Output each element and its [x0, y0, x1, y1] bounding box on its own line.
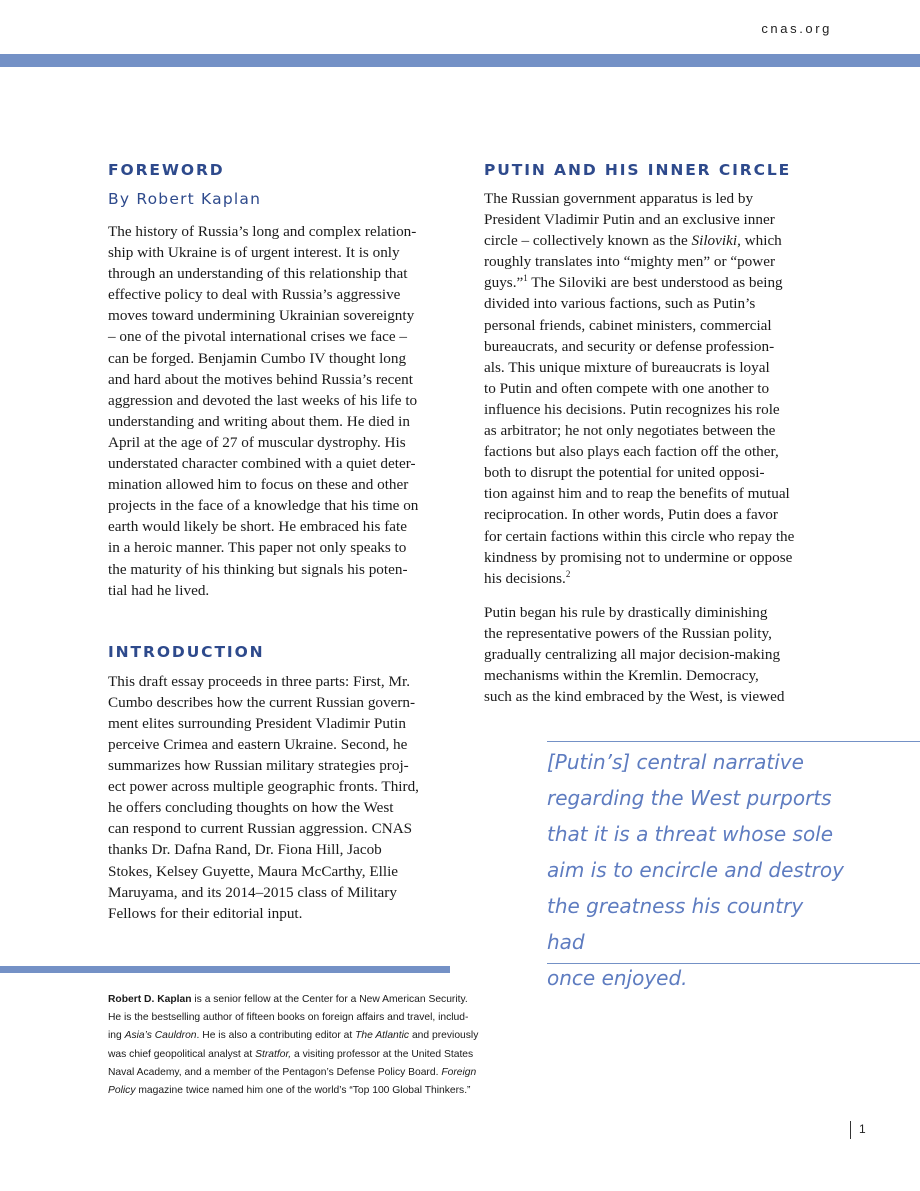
foreword-byline: By Robert Kaplan [108, 190, 262, 208]
text-line: and hard about the motives behind Russia’s recent [108, 370, 413, 388]
text-line: circle – collectively known as the Siloviki, which [484, 232, 782, 250]
text-line: Maruyama, and its 2014–2015 class of Military [108, 883, 397, 901]
bio-line: Naval Academy, and a member of the Pentagon’s Defense Policy Board. Foreign [108, 1066, 477, 1078]
text-line: Fellows for their editorial input. [108, 904, 303, 922]
text-line: bureaucrats, and security or defense profession- [484, 337, 775, 355]
text-line: he offers concluding thoughts on how the West [108, 799, 394, 817]
bio-line: ing Asia’s Cauldron. He is also a contributing editor at The Atlantic and previously [108, 1030, 479, 1042]
text-line: understated character combined with a quiet deter- [108, 455, 416, 473]
header-color-bar [0, 54, 920, 67]
footnote-marker: 2 [565, 568, 571, 579]
author-bio [108, 991, 479, 1100]
text-line: thanks Dr. Dafna Rand, Dr. Fiona Hill, Jacob [108, 841, 382, 859]
text-line: aggression and devoted the last weeks of his life to [108, 391, 418, 409]
text-line: summarizes how Russian military strategies proj- [108, 757, 409, 775]
bio-line: He is the bestselling author of fifteen books on foreign affairs and travel, includ- [108, 1012, 469, 1024]
text-line: Cumbo describes how the current Russian govern- [108, 693, 416, 711]
text-line: guys.”$^1$ The Siloviki are best understood as being [484, 273, 783, 292]
text-line: divided into various factions, such as Putin’s [484, 295, 756, 313]
text-line: – one of the pivotal international crises we face – [108, 328, 407, 346]
text-line: both to disrupt the potential for united opposi- [484, 464, 765, 482]
text-line: for certain factions within this circle who repay the [484, 527, 795, 545]
pullquote-line: regarding the West purports [547, 786, 832, 810]
foreword-body [108, 221, 453, 601]
text-line: through an understanding of this relationship that [108, 265, 408, 283]
right-column [484, 159, 829, 707]
text-line: the representative powers of the Russian polity, [484, 624, 772, 642]
text-line: This draft essay proceeds in three parts: First, Mr. [108, 672, 410, 690]
text-line: understanding and writing about them. He died in [108, 412, 410, 430]
text-line: ect power across multiple geographic fronts. Third, [108, 778, 419, 796]
text-line: gradually centralizing all major decision-making [484, 645, 781, 663]
text-line: reciprocation. In other words, Putin does a favor [484, 506, 778, 524]
text-line: April at the age of 27 of muscular dystrophy. His [108, 433, 406, 451]
bio-line: Robert D. Kaplan is a senior fellow at the Center for a New American Security. [108, 994, 468, 1005]
pullquote-line: aim is to encircle and destroy [547, 858, 844, 882]
text-line: kindness by promising not to undermine or oppose [484, 548, 793, 566]
text-line: mechanisms within the Kremlin. Democracy, [484, 667, 759, 685]
bio-line: was chief geopolitical analyst at Stratfor, a visiting professor at the United States [108, 1048, 474, 1060]
pullquote-line: that it is a threat whose sole [547, 822, 834, 846]
putin-paragraph-1 [484, 188, 829, 589]
text-line: roughly translates into “mighty men” or “power [484, 253, 776, 271]
text-line: tial had he lived. [108, 581, 210, 599]
introduction-body [108, 671, 453, 924]
text-line: Putin began his rule by drastically diminishing [484, 603, 768, 621]
text-line: to Putin and often compete with one another to [484, 379, 770, 397]
pullquote [547, 744, 847, 996]
pullquote-bottom-rule [547, 963, 920, 964]
left-column [108, 159, 453, 924]
introduction-heading: INTRODUCTION [108, 642, 265, 661]
text-line: earth would likely be short. He embraced his fate [108, 518, 408, 536]
text-line: ment elites surrounding President Vladimir Putin [108, 714, 406, 732]
page-number: 1 [859, 1122, 866, 1136]
text-line: tion against him and to reap the benefits of mutual [484, 485, 790, 503]
text-line: moves toward undermining Ukrainian sovereignty [108, 307, 415, 325]
text-line: the maturity of his thinking but signals his poten- [108, 560, 408, 578]
text-line: ship with Ukraine is of urgent interest. It is only [108, 244, 400, 262]
putin-paragraph-2 [484, 602, 829, 707]
bio-divider [0, 966, 450, 973]
text-line: President Vladimir Putin and an exclusive inner [484, 211, 775, 229]
text-line: personal friends, cabinet ministers, commercial [484, 316, 772, 334]
bio-line: Policy magazine twice named him one of the world’s “Top 100 Global Thinkers.” [108, 1085, 471, 1097]
page-number-divider [850, 1121, 851, 1139]
text-line: in a heroic manner. This paper not only speaks to [108, 539, 407, 557]
site-url: cnas.org [761, 21, 832, 36]
text-line: his decisions.$^2$ [484, 568, 571, 587]
foreword-heading: FOREWORD [108, 161, 225, 179]
text-line: effective policy to deal with Russia’s aggressive [108, 286, 401, 304]
text-line: can respond to current Russian aggression. CNAS [108, 820, 413, 838]
section-heading-putin: PUTIN AND HIS INNER CIRCLE [484, 161, 792, 179]
text-line: as arbitrator; he not only negotiates between the [484, 422, 776, 440]
text-line: factions but also plays each faction off the other, [484, 443, 779, 461]
text-line: projects in the face of a knowledge that his time on [108, 497, 419, 515]
text-line: als. This unique mixture of bureaucrats is loyal [484, 358, 770, 376]
pullquote-line: once enjoyed. [547, 966, 688, 990]
text-line: influence his decisions. Putin recognizes his role [484, 400, 780, 418]
bio-name: Robert D. Kaplan [108, 994, 192, 1005]
text-line: Stokes, Kelsey Guyette, Maura McCarthy, Ellie [108, 862, 399, 880]
text-line: such as the kind embraced by the West, is viewed [484, 688, 785, 706]
pullquote-line: the greatness his country had [547, 894, 804, 954]
footnote-marker: 1 [523, 273, 528, 284]
text-line: The history of Russia’s long and complex relation- [108, 223, 417, 240]
pullquote-line: [Putin’s] central narrative [547, 750, 804, 774]
text-line: mination allowed him to focus on these and other [108, 476, 409, 494]
text-line: The Russian government apparatus is led by [484, 190, 754, 207]
text-line: perceive Crimea and eastern Ukraine. Second, he [108, 735, 408, 753]
text-line: can be forged. Benjamin Cumbo IV thought long [108, 349, 407, 367]
pullquote-top-rule [547, 741, 920, 742]
